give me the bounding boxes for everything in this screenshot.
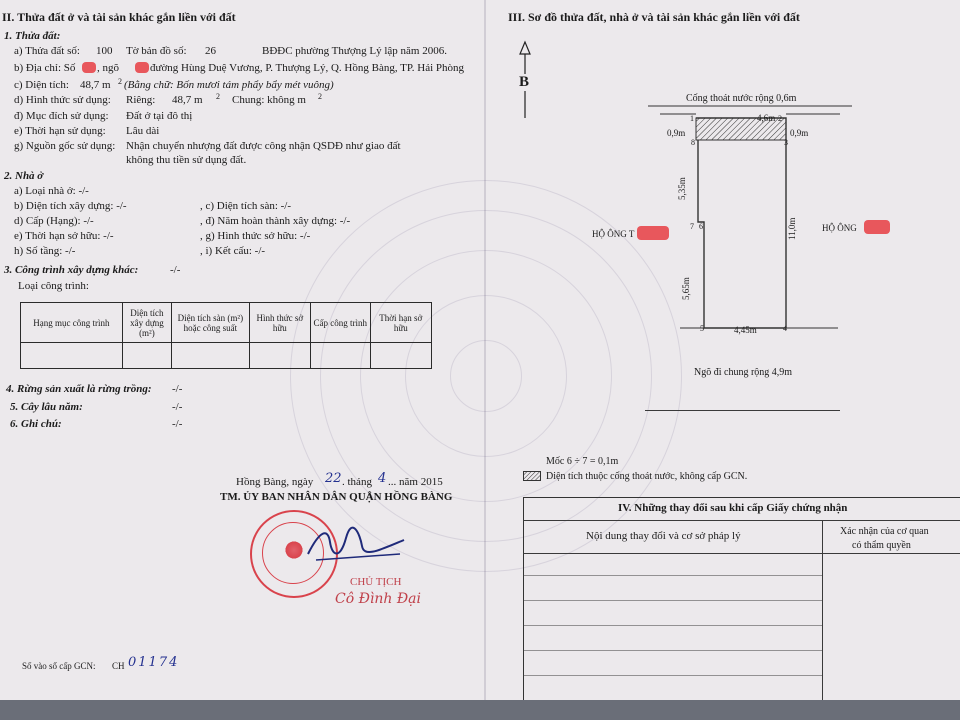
section-iv-title: IV. Những thay đổi sau khi cấp Giấy chứng nhận bbox=[618, 502, 848, 514]
date-year: ... năm 2015 bbox=[388, 476, 443, 488]
certificate-sheet: II. Thửa đất ở và tài sản khác gắn liền với đất 1. Thửa đất: a) Thửa đất số: 100 Tờ bản đồ số: 26 BĐĐC phường Thượng Lý lập năm 2006. b) Địa chỉ: Số , ngõ đường Hùng Duệ Vương, P. Thượng Lý, Q. Hồng Bàng, TP. Hải Phòng c) Diện tích: 48,7 m 2 (Bằng chữ: Bốn mươi tám phẩy bẩy mét vuông) d) Hình thức sử dụng: Riêng: 48,7 m 2 Chung: không m 2 đ) Mục đích sử dụng: Đất ở tại đô thị e) Thời hạn sử dụng: Lâu dài g) Nguồn gốc sử dụng: Nhận chuyển nhượng đất được công nhận QSDĐ như giao đất không thu tiền sử dụng đất. 2. Nhà ở a) Loại nhà ở: -/- b) Diện tích xây dựng: -/- , c) Diện tích sàn: -/- d) Cấp (Hạng): -/- , đ) Năm hoàn thành xây dựng: -/- e) Thời hạn sở hữu: -/- , g) Hình thức sở hữu: -/- h) Số tầng: -/- , i) Kết cấu: -/- 3. Công trình xây dựng khác: -/- Loại công trình: Hạng mục công trình Diện tích xây dựng (m²) Diện tích sàn (m²) hoặc công suất Hình thức sở hữu Cấp công trình Thời hạn sở hữu 4. Rừng sản xuất là rừng trồng: -/- 5. Cây lâu năm: -/- 6. Ghi chú: -/- Hồng Bàng, ngày 22 . tháng 4 ... năm 2015 TM. ỦY BAN NHÂN DÂN QUẬN HỒNG BÀNG CHỦ TỊCH Cô Đình Đại Số vào sổ cấp GCN: CH 01174 III. Sơ đồ thửa đất, nhà ở và tài sản khác gắn liền với đất B Cống thoát nước rộng 0,6m 4,6m 0,9m 0,9m 1 2 3 8 7 6 5 4 5,35m 5,65m 11,0m 4,45m HỘ ÔNG T HỘ ÔNG Ngõ đi chung rộng 4,9m Mốc 6 ÷ 7 = 0,1m Diện tích thuộc cống thoát nước, không cấp GCN. IV. Những thay đổi sau khi cấp Giấy chứng nhận Nội dung thay đổi và cơ sở pháp lý Xác nhận của cơ quan có thẩm quyền bbox=[0, 0, 960, 700]
s1-g-val2: không thu tiền sử dụng đất. bbox=[126, 154, 247, 166]
signature bbox=[300, 520, 410, 570]
point-8: 8 bbox=[691, 138, 695, 147]
guilloche-ring bbox=[450, 340, 522, 412]
divider bbox=[645, 410, 840, 411]
s1-g-label: g) Nguồn gốc sử dụng: bbox=[14, 140, 116, 152]
s6-val: -/- bbox=[172, 418, 183, 430]
s1-d-label: d) Hình thức sử dụng: bbox=[14, 94, 111, 106]
s1-dd-val: Đất ở tại đô thị bbox=[126, 110, 193, 122]
s1-d-chung: Chung: không m bbox=[232, 94, 306, 106]
s4-title: 4. Rừng sản xuất là rừng trồng: bbox=[6, 383, 152, 395]
col-header: Diện tích xây dựng (m²) bbox=[122, 303, 171, 343]
s1-title: 1. Thửa đất: bbox=[4, 30, 61, 42]
s1-g-val1: Nhận chuyển nhượng đất được công nhận QSDĐ như giao đất bbox=[126, 140, 401, 152]
s1-dd-label: đ) Mục đích sử dụng: bbox=[14, 110, 109, 122]
s1-c-note: (Bằng chữ: Bốn mươi tám phẩy bẩy mét vuông) bbox=[124, 79, 334, 91]
point-4: 4 bbox=[783, 324, 787, 333]
point-7: 7 bbox=[690, 222, 694, 231]
s2-h: h) Số tầng: -/- bbox=[14, 245, 76, 257]
s2-d: d) Cấp (Hạng): -/- bbox=[14, 215, 94, 227]
s2-title: 2. Nhà ở bbox=[4, 170, 44, 182]
chairman-title: CHỦ TỊCH bbox=[350, 576, 402, 588]
section-iv-col2b: có thẩm quyền bbox=[852, 540, 911, 551]
chairman-name: Cô Đình Đại bbox=[335, 591, 421, 607]
s1-a-label: a) Thửa đất số: bbox=[14, 45, 80, 57]
section-ii-header: II. Thửa đất ở và tài sản khác gắn liền với đất bbox=[2, 10, 236, 24]
moc-note: Mốc 6 ÷ 7 = 0,1m bbox=[546, 456, 619, 467]
date-day: 22 bbox=[325, 471, 342, 486]
s5-val: -/- bbox=[172, 401, 183, 413]
point-5: 5 bbox=[700, 324, 704, 333]
drain-label: Cống thoát nước rộng 0,6m bbox=[686, 93, 797, 104]
s5-title: 5. Cây lâu năm: bbox=[10, 401, 83, 413]
dim-left-lower: 5,65m bbox=[681, 277, 691, 300]
legend-text: Diện tích thuộc cống thoát nước, không cấp GCN. bbox=[546, 471, 748, 482]
s1-c-label: c) Diện tích: bbox=[14, 79, 69, 91]
s2-e: e) Thời hạn sở hữu: -/- bbox=[14, 230, 114, 242]
col-header: Cấp công trình bbox=[311, 303, 370, 343]
s2-a: a) Loại nhà ở: -/- bbox=[14, 185, 89, 197]
serial-prefix: CH bbox=[112, 661, 125, 671]
point-1: 1 bbox=[690, 114, 694, 123]
hatch-legend-icon bbox=[523, 471, 541, 481]
col-header: Hạng mục công trình bbox=[21, 303, 123, 343]
redaction bbox=[637, 226, 669, 240]
point-2: 2 bbox=[778, 114, 782, 123]
s1-b-rest: đường Hùng Duệ Vương, P. Thượng Lý, Q. Hồng Bàng, TP. Hải Phòng bbox=[150, 62, 465, 74]
table-header-row bbox=[21, 303, 432, 343]
col-header: Hình thức sở hữu bbox=[249, 303, 310, 343]
neighbor-left: HỘ ÔNG T bbox=[592, 229, 635, 239]
dim-bottom: 4,45m bbox=[734, 325, 757, 335]
date-month-label: . tháng bbox=[342, 476, 372, 488]
s2-b: b) Diện tích xây dựng: -/- bbox=[14, 200, 127, 212]
s1-a-to-label: Tờ bản đồ số: bbox=[126, 45, 187, 57]
north-label: B bbox=[519, 74, 530, 90]
s1-e-val: Lâu dài bbox=[126, 125, 160, 137]
s1-a-num: 100 bbox=[96, 45, 113, 57]
section-iv-col2a: Xác nhận của cơ quan bbox=[840, 526, 929, 537]
dim-top: 4,6m bbox=[757, 113, 776, 123]
s2-i: , i) Kết cấu: -/- bbox=[200, 245, 266, 257]
section-iii-header: III. Sơ đồ thửa đất, nhà ở và tài sản khác gắn liền với đất bbox=[508, 10, 800, 24]
dim-right-top: 0,9m bbox=[790, 128, 809, 138]
s3-title-val: -/- bbox=[170, 264, 181, 276]
table-row bbox=[21, 343, 432, 369]
issuing-org: TM. ỦY BAN NHÂN DÂN QUẬN HỒNG BÀNG bbox=[220, 491, 453, 503]
col-header: Thời hạn sở hữu bbox=[370, 303, 431, 343]
s3-loai: Loại công trình: bbox=[18, 280, 89, 292]
dim-left-top: 0,9m bbox=[667, 128, 686, 138]
s4-val: -/- bbox=[172, 383, 183, 395]
s6-title: 6. Ghi chú: bbox=[10, 418, 62, 430]
serial-label: Số vào sổ cấp GCN: bbox=[22, 661, 96, 671]
lane-label: Ngõ đi chung rộng 4,9m bbox=[694, 367, 793, 378]
s1-a-bdoc: BĐĐC phường Thượng Lý lập năm 2006. bbox=[262, 45, 447, 57]
s1-a-to-val: 26 bbox=[205, 45, 216, 57]
s3-table bbox=[20, 302, 432, 369]
page-fold bbox=[484, 0, 486, 700]
col-header: Diện tích sàn (m²) hoặc công suất bbox=[172, 303, 250, 343]
s2-dd: , đ) Năm hoàn thành xây dựng: -/- bbox=[200, 215, 351, 227]
s1-b-mid: , ngõ bbox=[97, 62, 119, 74]
redaction bbox=[82, 62, 96, 73]
dim-left-upper: 5,35m bbox=[677, 177, 687, 200]
serial-number: 01174 bbox=[128, 655, 180, 670]
s1-c-val: 48,7 m bbox=[80, 79, 111, 91]
redaction bbox=[135, 62, 149, 73]
redaction bbox=[864, 220, 890, 234]
point-3: 3 bbox=[784, 138, 788, 147]
dim-right: 11,0m bbox=[787, 217, 797, 240]
s1-d-rieng: Riêng: bbox=[126, 94, 156, 106]
point-6: 6 bbox=[699, 222, 703, 231]
date-month: 4 bbox=[378, 471, 387, 486]
s2-c: , c) Diện tích sàn: -/- bbox=[200, 200, 292, 212]
s2-g: , g) Hình thức sở hữu: -/- bbox=[200, 230, 311, 242]
s3-title: 3. Công trình xây dựng khác: bbox=[4, 264, 139, 276]
date-prefix: Hồng Bàng, ngày bbox=[236, 476, 314, 488]
s1-b-label: b) Địa chỉ: Số bbox=[14, 62, 76, 74]
s1-d-rieng-val: 48,7 m bbox=[172, 94, 203, 106]
section-iv-col1: Nội dung thay đổi và cơ sở pháp lý bbox=[586, 530, 741, 542]
s1-e-label: e) Thời hạn sử dụng: bbox=[14, 125, 106, 137]
neighbor-right: HỘ ÔNG bbox=[822, 223, 857, 233]
